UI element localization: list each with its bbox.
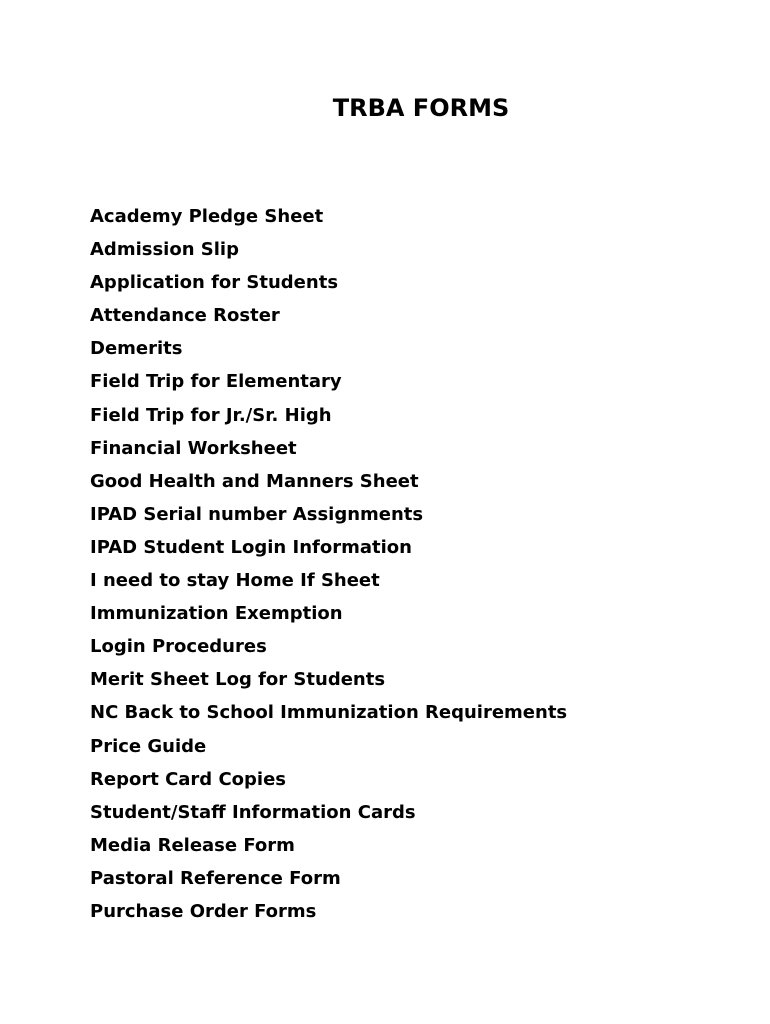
list-item: Good Health and Manners Sheet <box>90 470 419 492</box>
list-item: Field Trip for Elementary <box>90 371 342 393</box>
list-item: Application for Students <box>90 272 339 294</box>
list-item: Field Trip for Jr./Sr. High <box>90 404 332 426</box>
list-item: Login Procedures <box>90 636 267 658</box>
list-item: Student/Staff Information Cards <box>90 801 416 823</box>
list-item: Attendance Roster <box>90 305 280 327</box>
list-item: Media Release Form <box>90 834 295 856</box>
list-item: NC Back to School Immunization Requirements <box>90 702 568 724</box>
list-item: Academy Pledge Sheet <box>90 206 324 227</box>
list-item: Pastoral Reference Form <box>90 867 341 889</box>
page-title: TRBA FORMS <box>332 94 510 122</box>
list-item: Report Card Copies <box>90 768 287 790</box>
list-item: Financial Worksheet <box>90 437 297 459</box>
list-item: IPAD Serial number Assignments <box>90 503 424 525</box>
list-item: IPAD Student Login Information <box>90 536 412 558</box>
list-item: Price Guide <box>90 735 207 757</box>
list-item: Merit Sheet Log for Students <box>90 669 386 691</box>
list-item: I need to stay Home If Sheet <box>90 570 380 592</box>
forms-list <box>90 200 567 928</box>
list-item: Immunization Exemption <box>90 603 343 625</box>
list-item: Admission Slip <box>90 239 239 261</box>
list-item: Purchase Order Forms <box>90 900 317 922</box>
list-item: Demerits <box>90 338 183 360</box>
